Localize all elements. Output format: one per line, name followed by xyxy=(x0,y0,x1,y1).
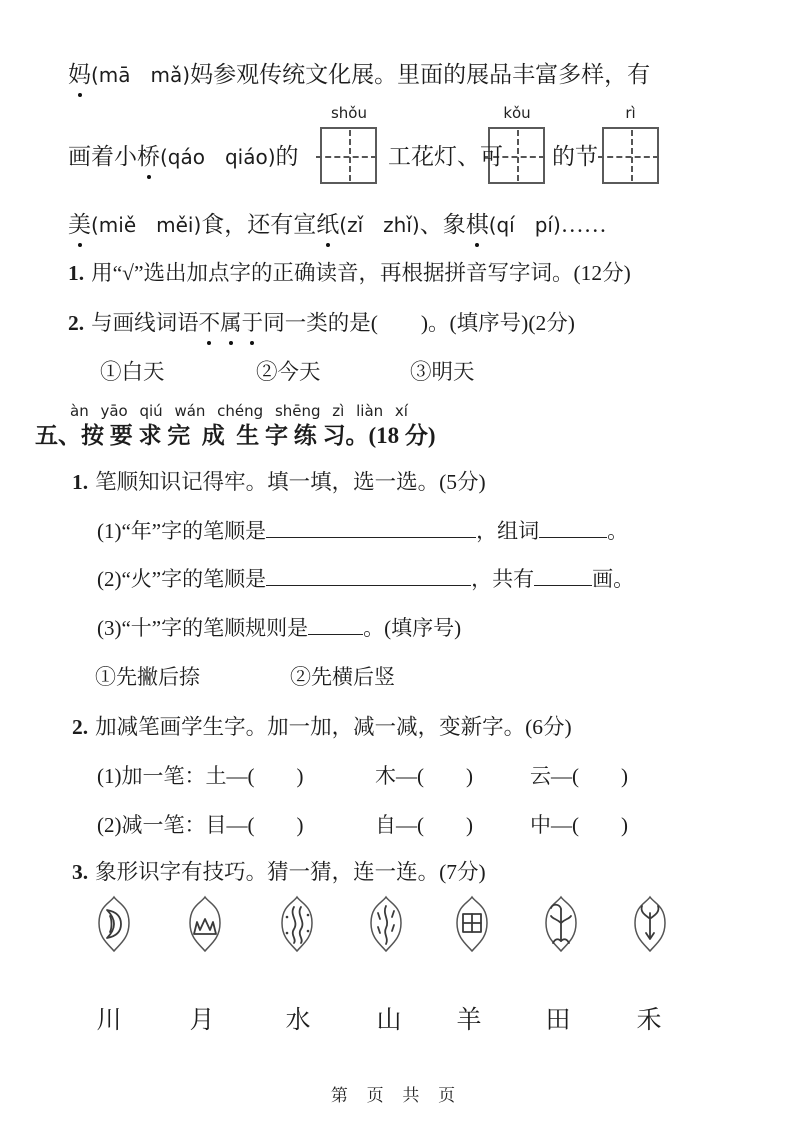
stroke-order-item-huo-end: 画。 xyxy=(592,567,635,591)
subquestion-2-number: 2. xyxy=(72,715,89,739)
dotted-char-mei: 美 xyxy=(68,212,91,237)
remove-stroke-label: (2)减一笔： xyxy=(97,813,206,837)
add-stroke-pair-tu[interactable]: 土—( ) xyxy=(205,764,304,788)
stroke-order-item-nian xyxy=(97,516,628,546)
pinyin-choice-zhi: (zǐ zhǐ) xyxy=(339,213,420,237)
question-1 xyxy=(68,258,631,288)
option-3-tomorrow[interactable]: ③明天 xyxy=(410,360,475,384)
pictograph-moon-icon[interactable] xyxy=(92,893,136,955)
match-char-shan[interactable]: 山 xyxy=(376,1007,402,1034)
pictograph-water-icon[interactable] xyxy=(364,893,408,955)
rule-choice-1[interactable]: ①先撇后捺 xyxy=(95,665,200,689)
subquestion-1 xyxy=(72,467,486,497)
pictograph-mountain-icon[interactable] xyxy=(183,893,227,955)
pictograph-stream-icon[interactable] xyxy=(275,893,319,955)
box-dashed-horizontal xyxy=(316,156,377,158)
subquestion-3-text: 象形识字有技巧。猜一猜，连一连。(7分) xyxy=(95,860,486,884)
blank-nian-stroke-order[interactable] xyxy=(266,516,476,538)
remove-stroke-pair-zi[interactable]: 自—( ) xyxy=(375,813,473,837)
match-char-he[interactable]: 禾 xyxy=(636,1007,662,1034)
passage-line-3-a: 食，还有宣 xyxy=(201,212,317,237)
pinyin-label-kou: kǒu xyxy=(503,104,531,122)
rule-choice-2[interactable]: ②先横后竖 xyxy=(290,665,395,689)
section-5-pinyin: àn yāo qiú wán chéng shēng zì liàn xí xyxy=(70,402,408,420)
stroke-order-item-shi xyxy=(97,613,461,643)
stroke-order-item-nian-mid: ，组词 xyxy=(476,519,540,543)
blank-huo-stroke-count[interactable] xyxy=(534,564,592,586)
passage-line-3 xyxy=(68,210,607,240)
question-2 xyxy=(68,308,575,338)
subquestion-3-number: 3. xyxy=(72,860,89,884)
dotted-char-ma: 妈 xyxy=(68,62,91,87)
passage-line-2-mid: 工花灯、可 xyxy=(388,144,503,169)
match-char-chuan[interactable]: 川 xyxy=(96,1007,122,1034)
passage-line-2 xyxy=(68,142,299,172)
dotted-char-qiao: 桥 xyxy=(137,144,160,169)
subquestion-2 xyxy=(72,712,572,742)
pinyin-choice-qi: (qí pí) xyxy=(488,213,561,237)
question-2-text-a: 与画线词语 xyxy=(91,311,199,335)
add-stroke-row xyxy=(97,761,304,791)
box-dashed-vertical xyxy=(631,130,633,181)
passage-line-1-text: 妈参观传统文化展。里面的展品丰富多样，有 xyxy=(190,62,651,87)
pinyin-choice-qiao: (qáo qiáo) xyxy=(160,145,276,169)
pinyin-label-shou: shǒu xyxy=(330,104,367,122)
section-5-title-prefix: 五、 xyxy=(35,423,81,448)
section-5-title-chars: 按 要 求 完 成 生 字 练 习 xyxy=(81,423,346,448)
passage-line-3-b: 、象 xyxy=(419,212,466,237)
section-5-title xyxy=(35,421,436,451)
match-char-yang[interactable]: 羊 xyxy=(456,1007,482,1034)
question-2-text-b: 同一类的是( )。(填序号)(2分) xyxy=(263,311,575,335)
pictograph-sheep-icon[interactable] xyxy=(628,893,672,955)
stroke-order-item-huo xyxy=(97,564,634,594)
match-char-yue[interactable]: 月 xyxy=(189,1007,215,1034)
pictograph-grain-icon[interactable] xyxy=(539,893,583,955)
blank-shi-rule[interactable] xyxy=(308,613,363,635)
section-5-title-suffix: 。(18 分) xyxy=(345,423,436,448)
stroke-order-item-nian-end: 。 xyxy=(607,519,629,543)
subquestion-2-text: 加减笔画学生字。加一加，减一减，变新字。(6分) xyxy=(95,715,572,739)
stroke-order-item-shi-pre: (3)“十”字的笔顺规则是 xyxy=(97,616,309,640)
pictograph-field-icon[interactable] xyxy=(450,893,494,955)
remove-stroke-pair-mu4[interactable]: 目—( ) xyxy=(205,813,304,837)
pinyin-label-ri: rì xyxy=(625,104,636,122)
blank-huo-stroke-order[interactable] xyxy=(266,564,471,586)
add-stroke-label: (1)加一笔： xyxy=(97,764,206,788)
pinyin-choice-ma: (mā mǎ) xyxy=(91,63,191,87)
question-2-number: 2. xyxy=(68,311,85,335)
writing-box-shou[interactable] xyxy=(320,127,377,184)
box-dashed-vertical xyxy=(517,130,519,181)
passage-line-1 xyxy=(68,60,650,90)
page-footer: 第 页 共 页 xyxy=(330,1086,463,1105)
option-2-today[interactable]: ②今天 xyxy=(256,360,321,384)
subquestion-1-text: 笔顺知识记得牢。填一填，选一选。(5分) xyxy=(95,470,486,494)
box-dashed-vertical xyxy=(349,130,351,181)
stroke-order-item-huo-mid: ，共有 xyxy=(471,567,535,591)
writing-box-ri[interactable] xyxy=(602,127,659,184)
remove-stroke-row xyxy=(97,810,304,840)
dotted-char-qi: 棋 xyxy=(466,212,489,237)
passage-line-2-c: 的 xyxy=(275,144,299,169)
pinyin-choice-mei: (miě měi) xyxy=(91,213,202,237)
add-stroke-pair-mu[interactable]: 木—( ) xyxy=(375,764,473,788)
passage-line-3-c: …… xyxy=(560,212,607,237)
stroke-order-item-shi-end: 。(填序号) xyxy=(363,616,462,640)
remove-stroke-pair-zhong[interactable]: 中—( ) xyxy=(530,813,628,837)
stroke-order-item-nian-pre: (1)“年”字的笔顺是 xyxy=(97,519,267,543)
option-1-daytime[interactable]: ①白天 xyxy=(100,360,165,384)
dotted-phrase-bushuyu: 不属于 xyxy=(199,311,264,335)
passage-line-2-a: 画着小 xyxy=(68,144,137,169)
blank-nian-word[interactable] xyxy=(539,516,607,538)
match-char-shui[interactable]: 水 xyxy=(285,1007,311,1034)
dotted-char-zhi: 纸 xyxy=(316,212,339,237)
stroke-order-item-huo-pre: (2)“火”字的笔顺是 xyxy=(97,567,267,591)
question-1-number: 1. xyxy=(68,261,85,285)
add-stroke-pair-yun[interactable]: 云—( ) xyxy=(530,764,628,788)
subquestion-3 xyxy=(72,857,486,887)
question-1-text: 用“√”选出加点字的正确读音，再根据拼音写字词。(12分) xyxy=(91,261,631,285)
subquestion-1-number: 1. xyxy=(72,470,89,494)
passage-line-2-mid2: 的节 xyxy=(552,144,598,169)
box-dashed-horizontal xyxy=(598,156,659,158)
match-char-tian[interactable]: 田 xyxy=(545,1007,571,1034)
